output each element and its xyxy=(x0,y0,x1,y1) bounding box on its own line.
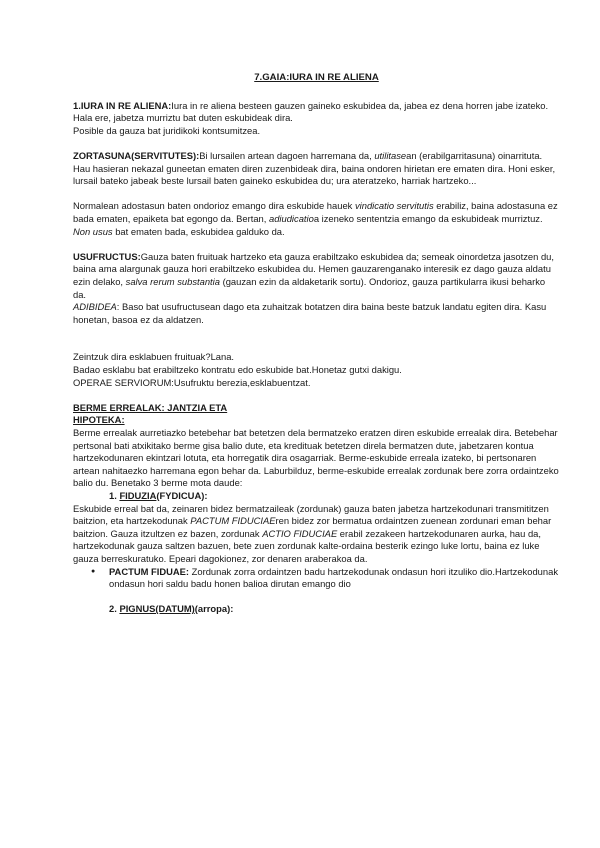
text-run: Bi lursailen artean dagoen harremana da, xyxy=(199,149,375,161)
text-run: bat ematen bada, eskubidea galduko da. xyxy=(112,225,285,237)
text-run: erabil zezakeen hartzekodunaren aurka, hau da, hartzekodunak gauza saltzen bazuen, bete zuen zordunak kalte-ordaina besterik ezingo luke lortu, baina ez luke gauza berreskuratuko. Epeari dagokionez, zor denaren araberakoa da. xyxy=(73,527,541,564)
list-item-pignus-heading xyxy=(73,603,560,616)
text-run: a izeneko sententzia emango da eskubideak murriztuz. xyxy=(313,212,543,224)
list-number: 1. xyxy=(109,490,120,501)
italic-term: utilitase xyxy=(374,149,407,161)
page-title: 7.GAIA:IURA IN RE ALIENA xyxy=(254,72,379,83)
text-run: ren bidez zor bermatua ordaintzen zuenean zordunari eman behar baitzion. Gauza itzultzen ez bazen, zordunak xyxy=(73,515,552,539)
text-run: Gauza baten fruituak hartzeko eta gauza erabiltzako eskubidea da; semeak oinordetza jasotzen du, baina ama alargunak gauza hori erabiltzeko eskubidea du. Hemen gauzarenganako interesik ez dago gauza aldatu ezin delako, xyxy=(73,250,555,287)
paragraph-line: OPERAE SERVIORUM:Usufruktu berezia,esklabuentzat. xyxy=(73,376,311,388)
bullet-text xyxy=(109,566,560,591)
section-zortasuna xyxy=(73,150,560,188)
list-heading: PIGNUS(DATUM) xyxy=(119,603,195,615)
paragraph-berme-errealak: Berme errealak aurretiazko betebehar bat betetzen dela bermatzeko eratzen diren eskubide errealak dira. Betebehar pertsonal bati atxikitako berme gisa balio dute, eta kredituak betetzen direla bermatzen dute, jabetzaren kontua hartzekodunaren ekintzari lotuta, eta horregatik dira osagarriak. Berme-eskubide erreala izateko, bi pertsonaren artean nahitaezko harremana egon behar da. Laburbilduz, berme-eskubide errealak zordunak bere zorra ordaintzeko balio du. Benetako 3 berme mota daude: xyxy=(73,427,559,489)
paragraph-text: Iura in re aliena besteen gauzen gaineko eskubidea da, jabea ez dena horren jabe izateko. Hala ere, jabetza murriztu bat duten eskubideak dira. xyxy=(73,99,549,124)
text-run: Zordunak zorra ordaintzen badu hartzekodunak ondasun hori itzuliko dio.Hartzekodunak ondasun hori saldu badu honen balioa dirutan emango dio xyxy=(109,565,559,590)
list-number: 2. xyxy=(109,603,120,615)
section-heading: ZORTASUNA(SERVITUTES): xyxy=(73,149,200,161)
italic-term: salva rerum substantia xyxy=(125,275,220,287)
italic-term: Non usus xyxy=(73,225,113,237)
bullet-heading: PACTUM FIDUAE: xyxy=(109,565,190,577)
paragraph-line: Zeintzuk dira esklabuen fruituak?Lana. xyxy=(73,351,235,363)
paragraph-line: Badao esklabu bat erabiltzeko kontratu edo eskubide bat.Honetaz gutxi dakigu. xyxy=(73,364,402,376)
text-run: erabiliz, baina adostasuna ez bada ematen, epaiketa bat egongo da. Bertan, xyxy=(73,200,558,224)
paragraph-fiduzia xyxy=(73,503,560,566)
bullet-item-pactum-fiduae xyxy=(73,566,560,591)
section-iura-in-re-aliena xyxy=(73,100,560,125)
paragraph-line: Posible da gauza bat juridikoki kontsumitzea. xyxy=(73,124,261,136)
section-usufructus xyxy=(73,251,560,327)
list-item-fiduzia-heading xyxy=(73,490,560,503)
italic-term: ADIBIDEA xyxy=(73,301,117,313)
text-run: : Baso bat usufructusean dago eta zuhaitzak botatzen dira baina beste batzuk landatu egiten dira. Kasu honetan, basoa ez da aldatzen. xyxy=(73,301,547,325)
text-run: (gauzan ezin da aldaketarik sortu). Ondorioz, gauza partikularra ikusi beharko da. xyxy=(73,275,546,300)
section-heading: HIPOTEKA: xyxy=(73,414,125,426)
italic-term: PACTUM FIDUCIAE xyxy=(190,515,276,527)
section-heading: 1.IURA IN RE ALIENA: xyxy=(73,99,172,111)
list-heading-suffix: (FYDICUA): xyxy=(156,490,208,501)
section-heading-hipoteka xyxy=(73,414,560,427)
bullet-icon: ● xyxy=(91,567,96,575)
section-heading: USUFRUCTUS: xyxy=(73,250,141,262)
italic-term: ACTIO FIDUCIAE xyxy=(262,527,338,539)
italic-term: vindicatio servitutis xyxy=(354,200,434,212)
list-heading-suffix: (arropa): xyxy=(194,603,234,615)
section-heading-berme xyxy=(73,402,560,415)
paragraph-adostasuna xyxy=(73,200,560,238)
list-heading: FIDUZIA xyxy=(119,490,157,501)
spacer xyxy=(73,591,560,604)
text-run: Normalean adostasun baten ondorioz emango dira eskubide hauek xyxy=(73,200,355,212)
text-run: Eskubide erreal bat da, zeinaren bidez bermatzaileak (zordunak) gauza baten jabetza hartzekodunari transmititzen baitzion, eta hartzekodunak xyxy=(73,502,549,527)
text-run: an (erabilgarritasuna) oinarrituta. Hau hasieran nekazal guneetan ematen diren zuzenbideak dira, baina ondoren hirietan ere ematen dira. Honi esker, lursail bateko jabeak beste lursail baten gaineko eskubidea du; ura ateratzeko, harriak hartzeko... xyxy=(73,149,556,187)
spacer xyxy=(73,339,560,352)
section-heading: BERME ERREALAK: JANTZIA ETA xyxy=(73,401,228,413)
italic-term: adiudicatio xyxy=(268,212,314,224)
